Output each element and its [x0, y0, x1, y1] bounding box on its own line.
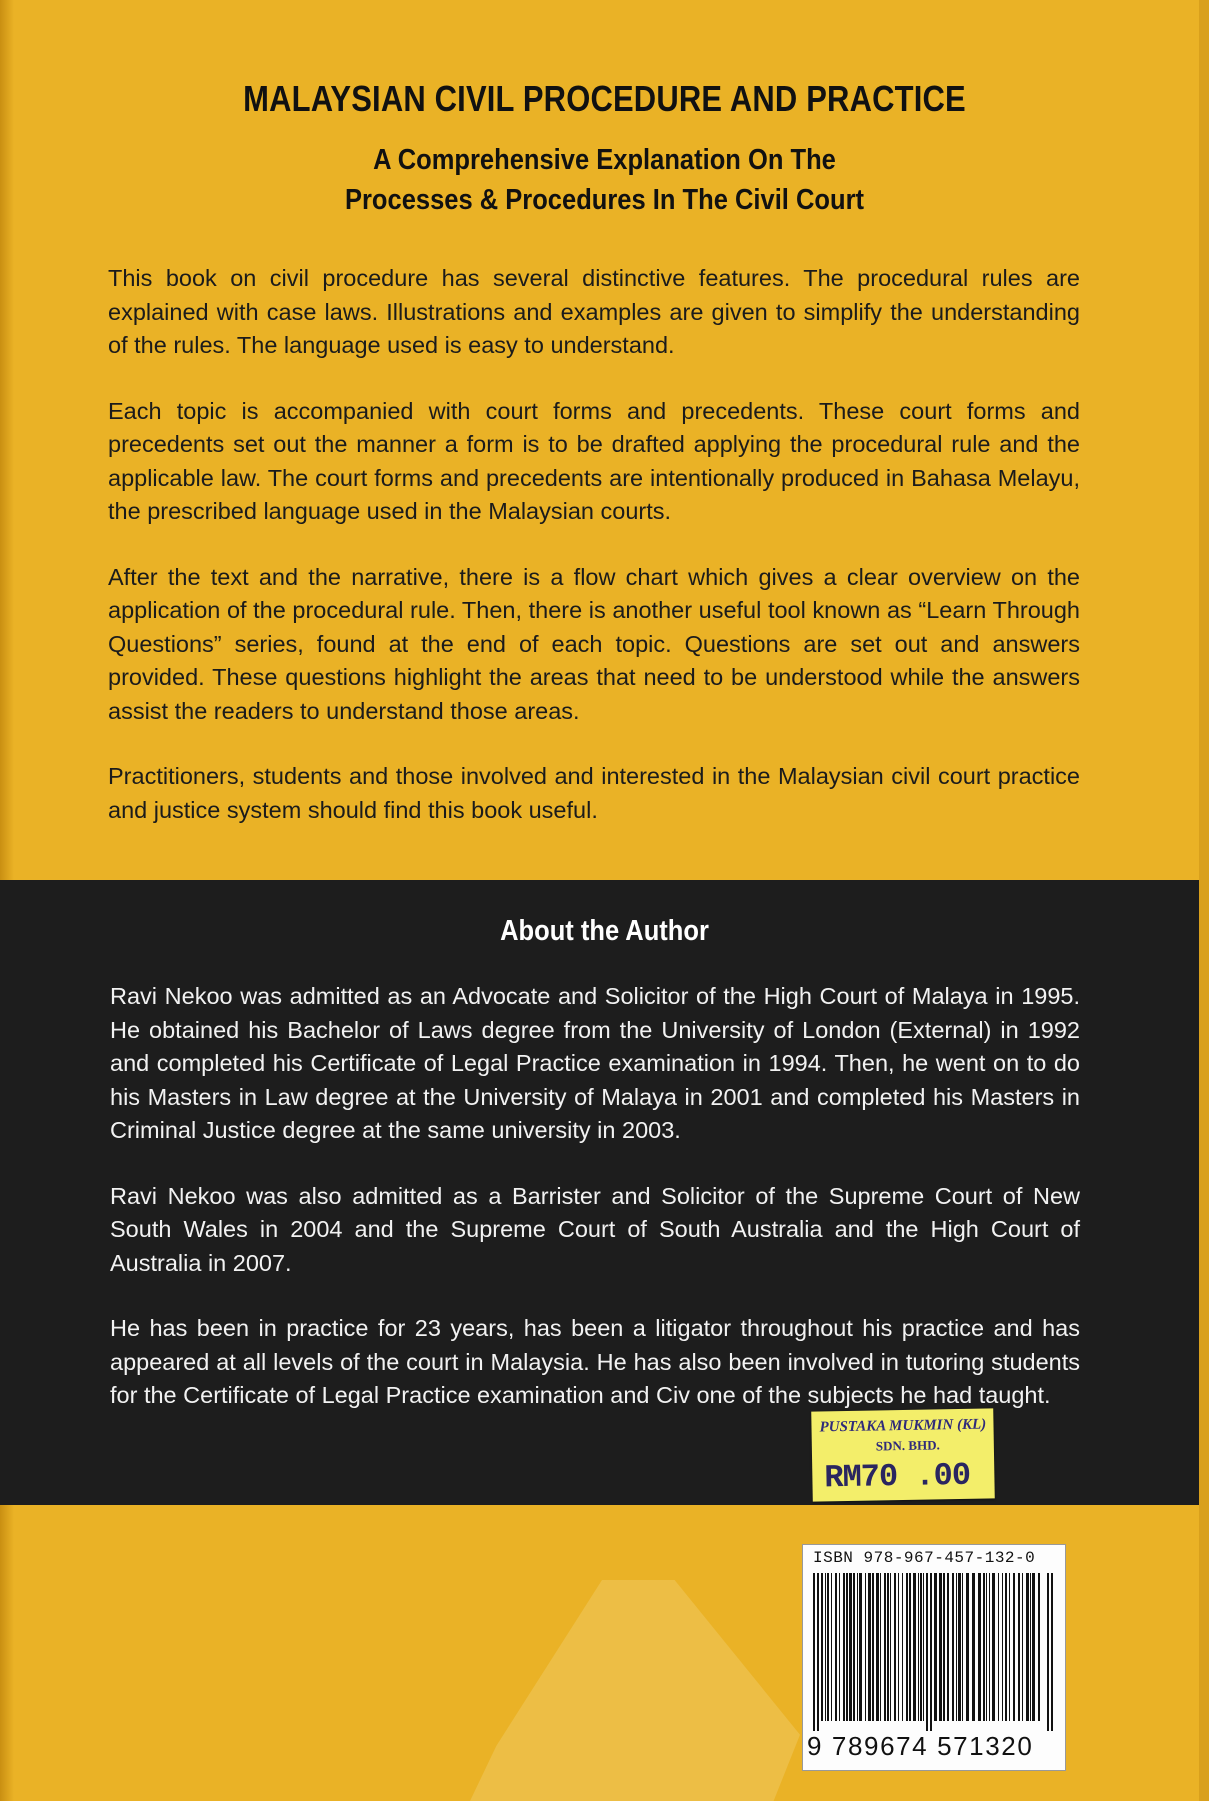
barcode-bar [843, 1573, 845, 1721]
barcode-bar [887, 1573, 889, 1721]
barcode-bar [958, 1573, 961, 1721]
barcode-bar [831, 1573, 832, 1721]
barcode-bar [998, 1573, 999, 1721]
barcode-bar [1018, 1573, 1020, 1721]
barcode-bar [934, 1573, 937, 1721]
book-subtitle [73, 140, 1137, 220]
barcode-bar [813, 1573, 815, 1731]
description-paragraph-4: Practitioners, students and those involved and interested in the Malaysian civil court practice and justice system should find this book useful. [108, 763, 1080, 823]
barcode-bar [939, 1573, 942, 1721]
barcode-bar [1051, 1573, 1053, 1731]
author-paragraph-2: Ravi Nekoo was also admitted as a Barrister and Solicitor of the Supreme Court of New South Wales in 2004 and the Supreme Court of South Australia and the High Court of Australia in 2007. [110, 1182, 1080, 1276]
book-description [108, 262, 1080, 859]
barcode-bar [865, 1573, 866, 1721]
barcode-bar [894, 1573, 896, 1721]
price-sticker [811, 1408, 995, 1501]
barcode-bar [880, 1573, 881, 1721]
barcode-bar [1047, 1573, 1049, 1731]
barcode-bar [956, 1573, 957, 1721]
barcode-bar [890, 1573, 891, 1721]
about-author-heading: About the Author [500, 915, 709, 947]
description-paragraph-3: After the text and the narrative, there is a flow chart which gives a clear overview on the application of the procedural rule. Then, there is another useful tool known as “Learn Through Questions” series, found at the end of each topic. Questions are set out and answers provided. These questions highlight the areas that need to be understood while the answers assist the readers to understand those areas. [108, 563, 1080, 724]
barcode-bar [876, 1573, 879, 1721]
barcode-bar [872, 1573, 874, 1721]
isbn-barcode [802, 1544, 1066, 1771]
barcode-bar [943, 1573, 945, 1721]
barcode-bars [813, 1573, 1055, 1731]
barcode-bar [983, 1573, 985, 1721]
barcode-bar [918, 1573, 919, 1721]
barcode-bar [966, 1573, 969, 1721]
barcode-bar [846, 1573, 848, 1721]
barcode-bar [859, 1573, 862, 1721]
barcode-bar [839, 1573, 840, 1721]
barcode-bar [1013, 1573, 1015, 1721]
barcode-bar [913, 1573, 916, 1721]
barcode-bar [825, 1573, 826, 1721]
barcode-bar [986, 1573, 987, 1721]
barcode-bar [989, 1573, 990, 1721]
author-bio [110, 980, 1080, 1445]
barcode-bar [909, 1573, 911, 1721]
subtitle-line-2: Processes & Procedures In The Civil Court [344, 184, 865, 216]
barcode-bar [853, 1573, 855, 1721]
barcode-bar [884, 1573, 886, 1721]
description-paragraph-2: Each topic is accompanied with court forms and precedents. These court forms and precedents set out the manner a form is to be drafted applying the procedural rule and the applicable law. The court forms and precedents are intentionally produced in Bahasa Melayu, the prescribed language used in the Malaysian courts. [108, 397, 1080, 524]
barcode-bar [1026, 1573, 1029, 1721]
subtitle-line-1: A Comprehensive Explanation On The [373, 144, 836, 176]
barcode-bar [898, 1573, 899, 1721]
sticker-company-suffix: SDN. BHD. [875, 1437, 940, 1454]
barcode-bar [1038, 1573, 1040, 1721]
barcode-bar [926, 1573, 928, 1731]
isbn-label: ISBN 978-967-457-132-0 [813, 1549, 1036, 1567]
sticker-store-name: PUSTAKA MUKMIN (KL) [819, 1416, 987, 1436]
barcode-bar [906, 1573, 908, 1721]
barcode-bar [1009, 1573, 1010, 1721]
barcode-bar [835, 1573, 837, 1721]
barcode-bar [1002, 1573, 1003, 1721]
barcode-bar [920, 1573, 922, 1721]
barcode-bar [972, 1573, 975, 1721]
tape-residue [470, 1580, 800, 1801]
barcode-bar [992, 1573, 995, 1721]
barcode-bar [827, 1573, 829, 1721]
sticker-price: RM70 .00 [824, 1456, 971, 1497]
barcode-bar [1005, 1573, 1007, 1721]
barcode-bar [857, 1573, 858, 1721]
barcode-bar [868, 1573, 871, 1721]
barcode-bar [902, 1573, 903, 1721]
barcode-bar [952, 1573, 954, 1721]
description-paragraph-1: This book on civil procedure has several distinctive features. The procedural rules are explained with case laws. Illustrations and examples are given to simplify the understanding of the rules. The language used is easy to understand. [108, 265, 1080, 358]
author-paragraph-1: Ravi Nekoo was admitted as an Advocate and Solicitor of the High Court of Malaya in 1995. He obtained his Bachelor of Laws degree from the University of London (External) in 1992 and completed his Certificate of Legal Practice examination in 1994. Then, he went on to do his Masters in Law degree at the University of Malaya in 2001 and completed his Masters in Criminal Justice degree at the same university in 2003. [110, 983, 1080, 1143]
barcode-bar [1022, 1573, 1023, 1721]
barcode-bar [962, 1573, 963, 1721]
barcode-digits: 9 789674 571320 [807, 1731, 1034, 1761]
barcode-bar [930, 1573, 932, 1731]
barcode-bar [923, 1573, 924, 1721]
author-paragraph-3: He has been in practice for 23 years, has been a litigator throughout his practice and has appeared at all levels of the court in Malaysia. He has also been involved in tutoring students for the Certificate of Legal Practice examination and Civ one of the subjects he had taught. [110, 1315, 1080, 1408]
barcode-bar [1032, 1573, 1035, 1721]
barcode-bar [817, 1573, 819, 1731]
barcode-bar [947, 1573, 949, 1721]
barcode-bar [1030, 1573, 1031, 1721]
barcode-bar [821, 1573, 823, 1721]
barcode-bar [978, 1573, 981, 1721]
book-title: MALAYSIAN CIVIL PROCEDURE AND PRACTICE [243, 78, 966, 119]
barcode-bar [849, 1573, 852, 1721]
